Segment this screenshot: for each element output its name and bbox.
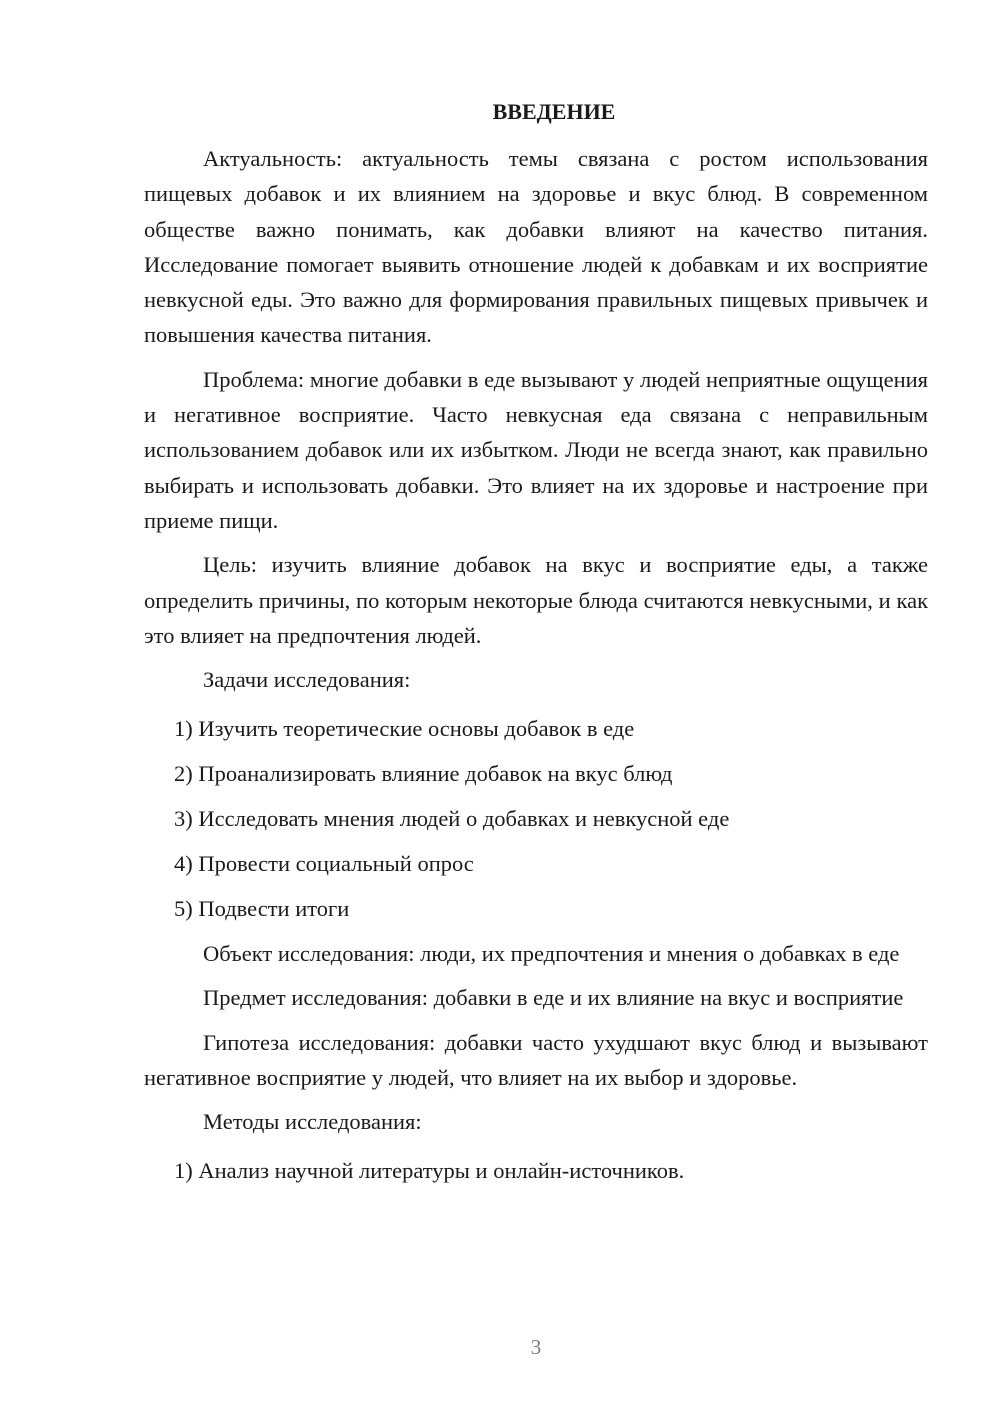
list-item: 1) Анализ научной литературы и онлайн-источников. — [174, 1158, 685, 1184]
methods-label: Методы исследования: — [203, 1109, 422, 1135]
list-item: 1) Изучить теоретические основы добавок в еде — [174, 716, 635, 742]
page-number: 3 — [530, 1335, 542, 1359]
hypothesis-paragraph: Гипотеза исследования: добавки часто ухудшают вкус блюд и вызывают негативное восприятие у людей, что влияет на их выбор и здоровье. — [144, 1029, 928, 1091]
subject-paragraph: Предмет исследования: добавки в еде и их влияние на вкус и восприятие — [203, 985, 904, 1011]
relevance-paragraph: Актуальность: актуальность темы связана с ростом использования пищевых добавок и их влиянием на здоровье и вкус блюд. В современном обществе важно понимать, как добавки влияют на качество питания. Исследование помогает выявить отношение людей к добавкам и их восприятие невкусной еды. Это важно для формирования правильных пищевых привычек и повышения качества питания. — [144, 146, 928, 348]
list-item: 4) Провести социальный опрос — [174, 851, 474, 877]
list-item: 3) Исследовать мнения людей о добавках и невкусной еде — [174, 806, 730, 832]
problem-paragraph: Проблема: многие добавки в еде вызывают у людей неприятные ощущения и негативное восприятие. Часто невкусная еда связана с неправильным использованием добавок или их избытком. Люди не всегда знают, как правильно выбирать и использовать добавки. Это влияет на их здоровье и настроение при приеме пищи. — [144, 366, 928, 533]
methods-list — [144, 1153, 928, 1188]
goal-paragraph: Цель: изучить влияние добавок на вкус и восприятие еды, а также определить причины, по которым некоторые блюда считаются невкусными, и как это влияет на предпочтения людей. — [144, 552, 928, 648]
object-paragraph: Объект исследования: люди, их предпочтения и мнения о добавках в еде — [203, 941, 900, 967]
tasks-label: Задачи исследования: — [203, 667, 411, 693]
section-heading: ВВЕДЕНИЕ — [492, 99, 616, 124]
list-item: 2) Проанализировать влияние добавок на вкус блюд — [174, 761, 673, 787]
page-content — [144, 97, 928, 1198]
tasks-list — [144, 711, 928, 926]
list-item: 5) Подвести итоги — [174, 896, 350, 922]
